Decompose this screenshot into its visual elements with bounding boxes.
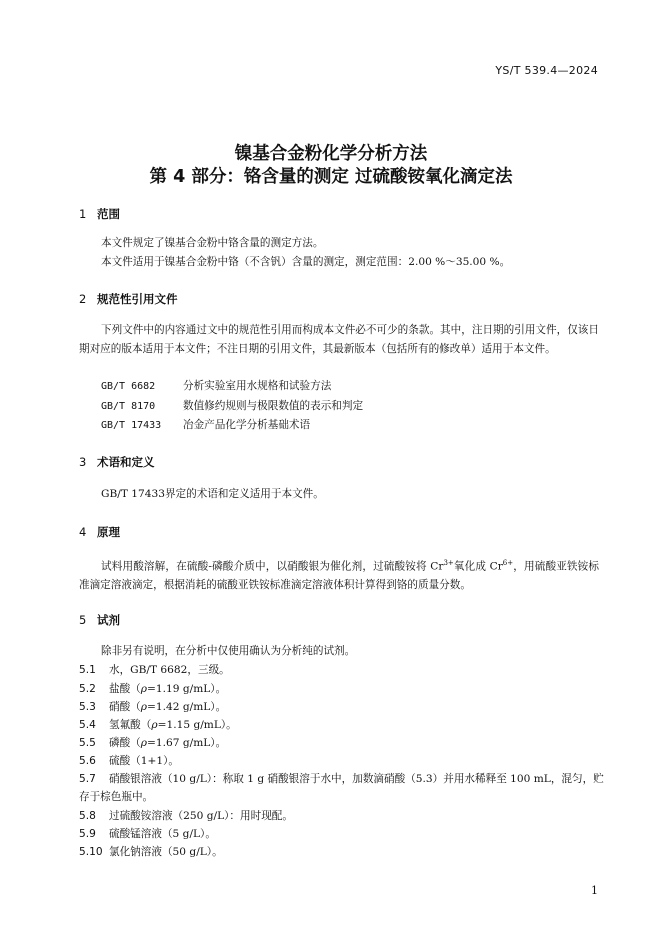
item-text: 盐酸（ <box>109 683 141 695</box>
section-5-heading <box>79 612 120 628</box>
section-number: 5 <box>79 613 87 627</box>
section-title: 原理 <box>97 525 120 539</box>
section-4-paragraph <box>79 554 599 595</box>
item-number: 5.6 <box>79 755 96 767</box>
item-number: 5.7 <box>79 773 96 785</box>
reference-title: 冶金产品化学分析基础术语 <box>183 419 311 431</box>
standard-code: YS/T 539.4—2024 <box>495 64 598 77</box>
principle-text: 氧化成 Cr <box>453 560 503 573</box>
item-text: =1.15 g/mL）。 <box>157 719 237 731</box>
item-text: 硫酸锰溶液（5 g/L）。 <box>109 828 216 840</box>
section-1-paragraph-1: 本文件规定了镍基合金粉中铬含量的测定方法。 <box>101 237 324 249</box>
item-text: 氢氟酸（ <box>109 719 152 731</box>
document-title: 镍基合金粉化学分析方法 <box>234 144 428 164</box>
oxidation-state: 6+ <box>502 559 514 567</box>
section-number: 4 <box>79 525 87 539</box>
section-title: 范围 <box>97 207 120 221</box>
item-text: 水，GB/T 6682，三级。 <box>109 664 230 676</box>
reference-code: GB/T 8170 <box>101 401 156 412</box>
item-number: 5.5 <box>79 737 96 749</box>
reagent-item <box>79 843 604 861</box>
page-number: 1 <box>591 884 598 897</box>
item-text: 硫酸（1+1）。 <box>109 755 180 767</box>
section-number: 1 <box>79 207 87 221</box>
section-1-heading <box>79 206 120 222</box>
section-1-paragraph-2: 本文件适用于镍基合金粉中铬（不含钒）含量的测定，测定范围：2.00 %～35.00 %。 <box>101 256 511 268</box>
document-subtitle: 第 4 部分：铬含量的测定 过硫酸铵氧化滴定法 <box>149 167 513 187</box>
reagent-item <box>79 752 604 770</box>
section-number: 2 <box>79 292 87 306</box>
item-number: 5.4 <box>79 719 96 731</box>
reference-title: 分析实验室用水规格和试验方法 <box>183 380 332 392</box>
reagent-item <box>79 770 604 806</box>
section-5-intro: 除非另有说明，在分析中仅使用确认为分析纯的试剂。 <box>101 645 356 657</box>
section-title: 术语和定义 <box>97 455 155 469</box>
item-number: 5.3 <box>79 701 96 713</box>
reference-code: GB/T 6682 <box>101 381 156 392</box>
reference-code: GB/T 17433 <box>101 420 162 431</box>
item-text: 硝酸（ <box>109 701 141 713</box>
density-symbol: ρ <box>140 737 148 749</box>
item-text: =1.67 g/mL）。 <box>147 737 227 749</box>
item-number: 5.10 <box>79 846 103 858</box>
density-symbol: ρ <box>140 683 148 695</box>
item-number: 5.8 <box>79 810 96 822</box>
item-text: 过硫酸铵溶液（250 g/L）：用时现配。 <box>109 810 293 822</box>
principle-text: ，用硫酸亚铁铵标准滴定溶液滴定，根据消耗的硫酸亚铁铵标准滴定溶液体积计算得到铬的质量分数。 <box>79 560 599 592</box>
reference-title: 数值修约规则与极限数值的表示和判定 <box>183 400 364 412</box>
normative-reference <box>101 398 363 413</box>
oxidation-state: 3+ <box>443 559 454 567</box>
item-text: 硝酸银溶液（10 g/L）：称取 1 g 硝酸银溶于水中，加数滴硝酸（5.3）并用水稀释至 100 mL，混匀，贮存于棕色瓶中。 <box>79 773 604 803</box>
density-symbol: ρ <box>140 701 148 713</box>
item-text: =1.19 g/mL）。 <box>147 683 227 695</box>
item-number: 5.1 <box>79 664 96 676</box>
normative-reference <box>101 378 331 393</box>
normative-reference <box>101 417 310 432</box>
reagent-item <box>79 698 604 716</box>
section-2-heading <box>79 291 178 307</box>
section-4-heading <box>79 524 120 540</box>
section-3-paragraph: GB/T 17433界定的术语和定义适用于本文件。 <box>101 488 324 500</box>
reagent-item <box>79 807 604 825</box>
density-symbol: ρ <box>151 719 158 731</box>
section-title: 规范性引用文件 <box>97 292 178 306</box>
section-2-paragraph: 下列文件中的内容通过文中的规范性引用而构成本文件必不可少的条款。其中，注日期的引用文件，仅该日期对应的版本适用于本文件；不注日期的引用文件，其最新版本（包括所有的修改单）适用于本文件。 <box>79 324 599 355</box>
item-text: 磷酸（ <box>109 737 141 749</box>
reagent-item <box>79 661 604 679</box>
reagent-item <box>79 825 604 843</box>
reagent-item <box>79 734 604 752</box>
principle-text: 试料用酸溶解，在硫酸-磷酸介质中，以硝酸银为催化剂，过硫酸铵将 Cr <box>101 560 444 573</box>
reagent-item <box>79 716 604 734</box>
reagent-item <box>79 680 604 698</box>
section-number: 3 <box>79 455 87 469</box>
section-3-heading <box>79 454 155 470</box>
item-number: 5.2 <box>79 683 96 695</box>
item-number: 5.9 <box>79 828 96 840</box>
item-text: =1.42 g/mL）。 <box>147 701 227 713</box>
section-title: 试剂 <box>97 613 120 627</box>
item-text: 氯化钠溶液（50 g/L）。 <box>109 846 223 858</box>
